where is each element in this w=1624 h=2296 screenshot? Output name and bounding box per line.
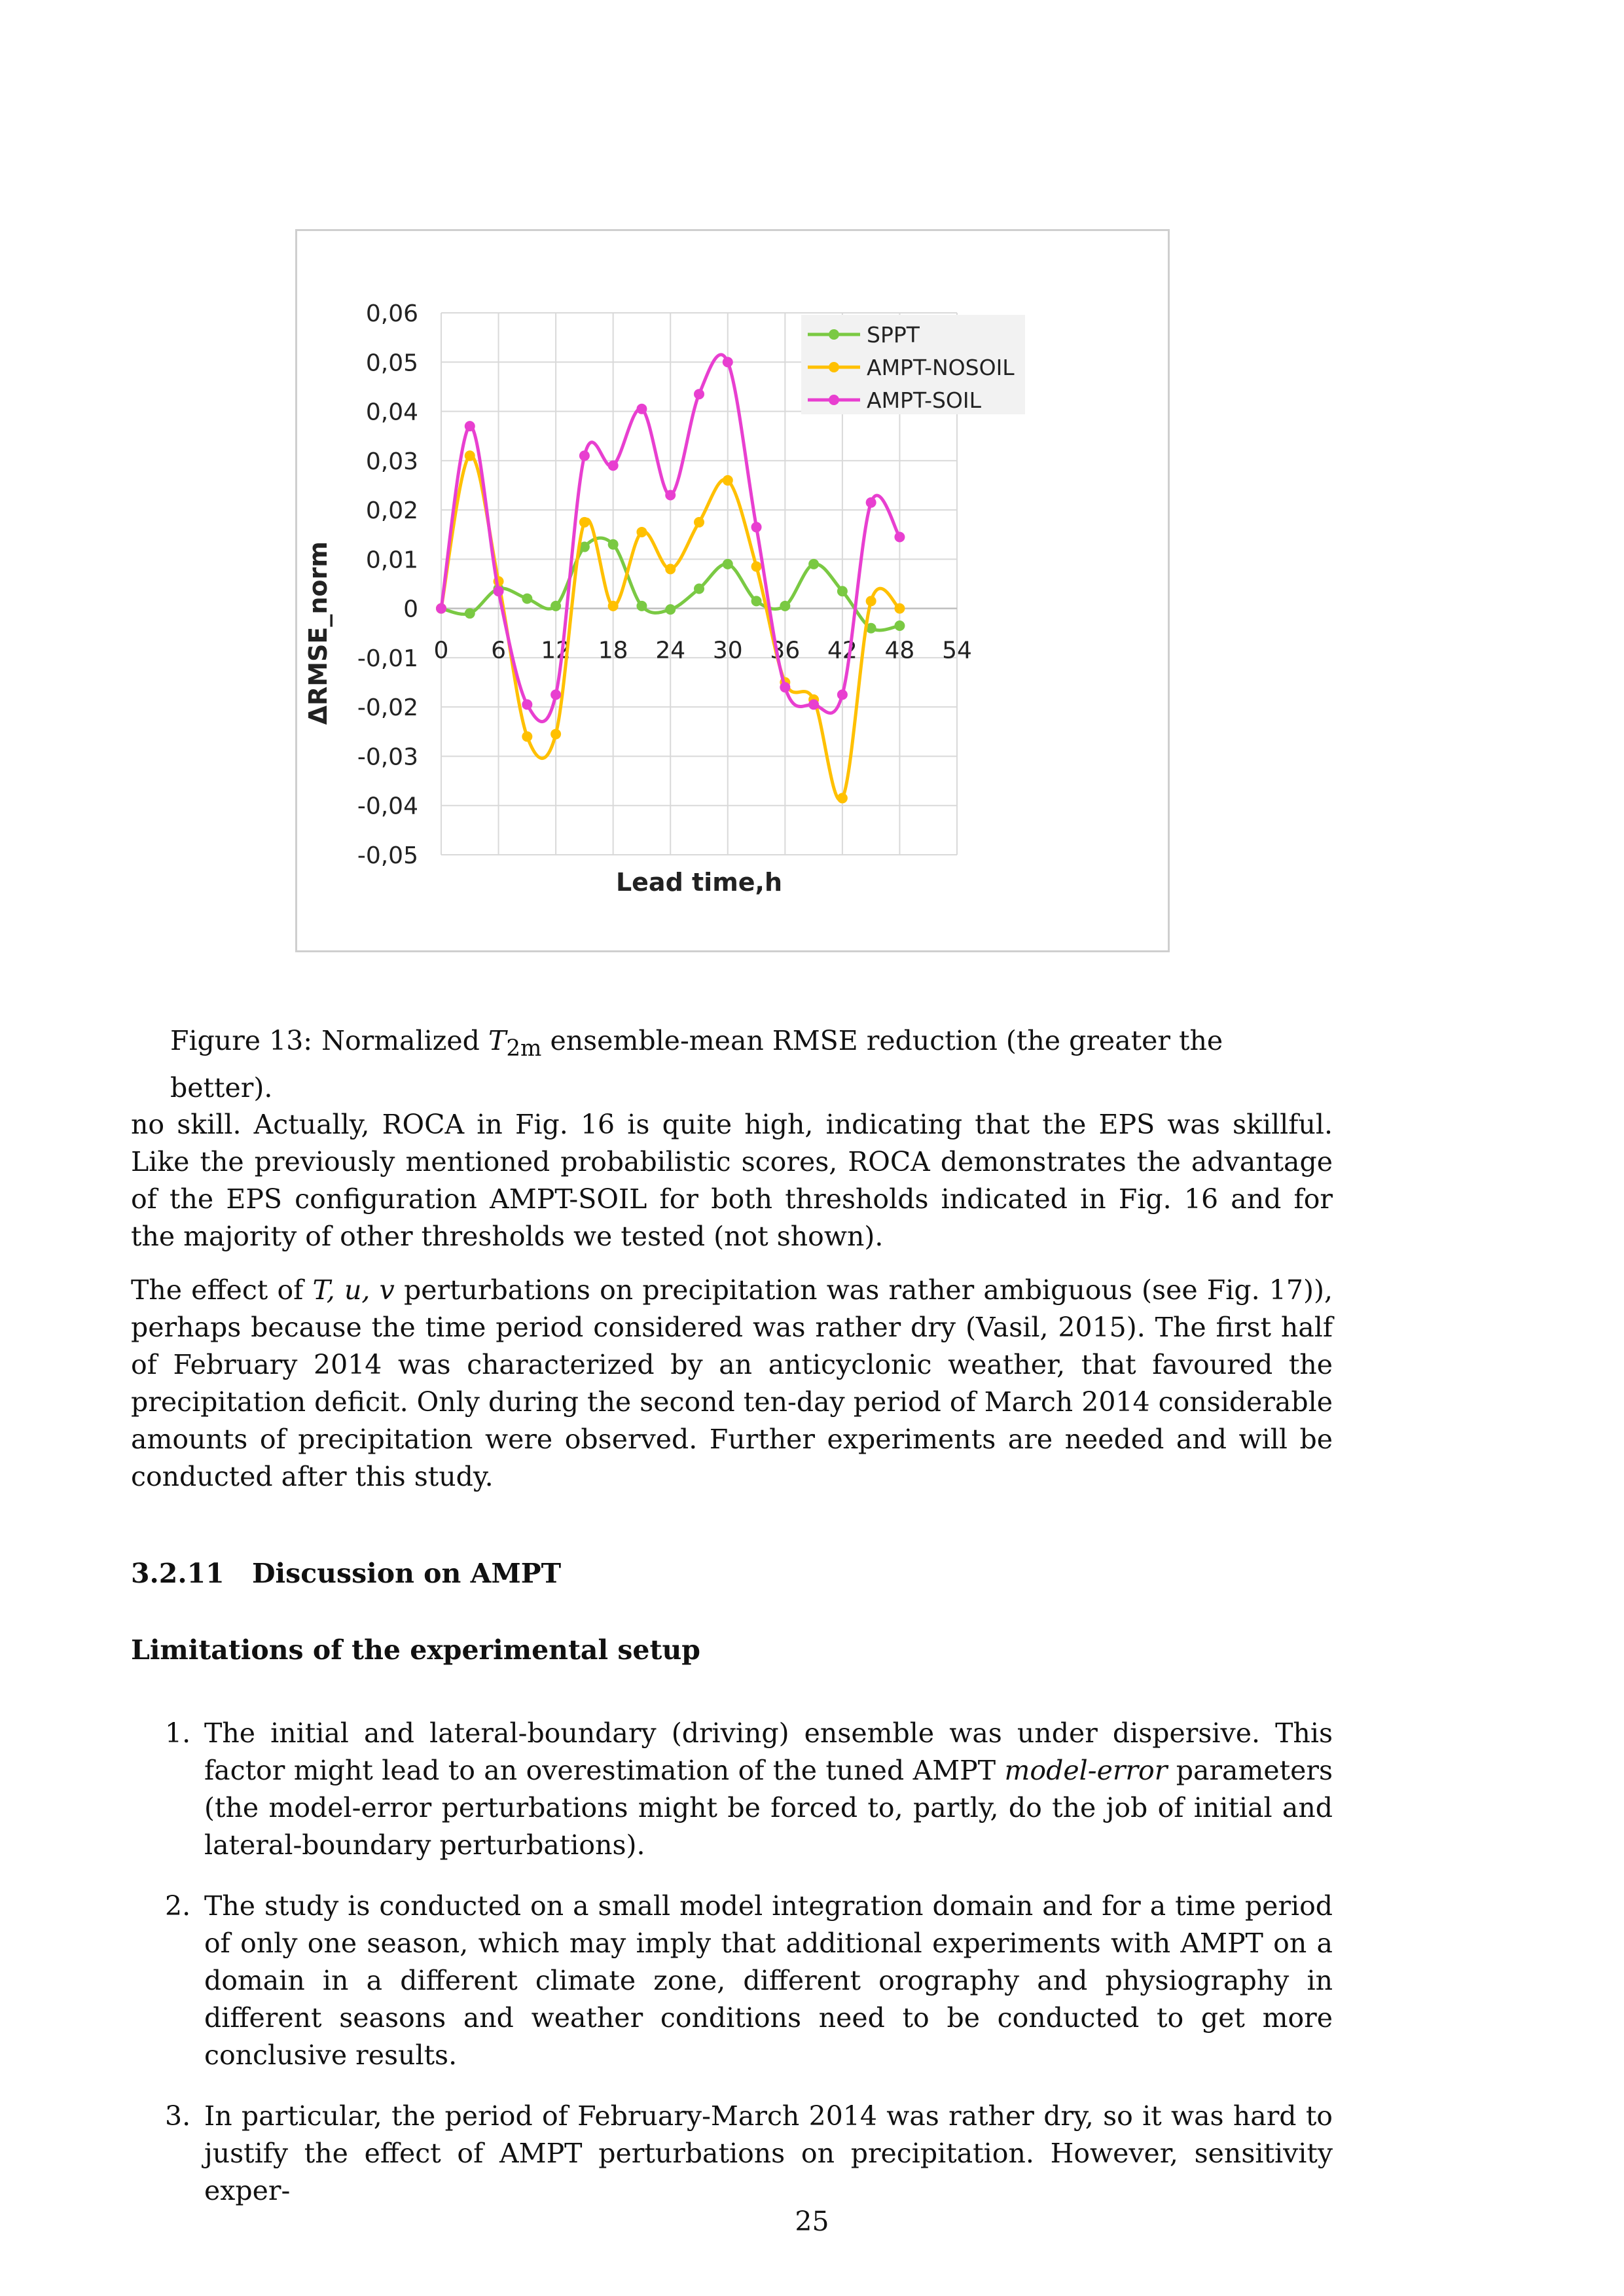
data-point bbox=[465, 421, 475, 431]
data-point bbox=[608, 539, 619, 550]
paragraph-roca: no skill. Actually, ROCA in Fig. 16 is quite high, indicating that the EPS was skillful. Like the previously mentioned probabilistic scores, ROCA demonstrates the advantage of the EPS configuration AMPT-SOIL for both thresholds indicated in Fig. 16 and for the majority of other thresholds we tested (not shown). bbox=[131, 1109, 1333, 1252]
y-tick-label: 0,02 bbox=[365, 497, 418, 525]
data-point bbox=[751, 596, 762, 606]
list-item-text-after: parameters (the model-error perturbations might be forced to, partly, do the job of initial and lateral-boundary perturbations). bbox=[204, 1755, 1333, 1861]
legend-swatch-marker bbox=[829, 395, 839, 405]
caption-text-after: ensemble-mean RMSE reduction (the greater the better). bbox=[170, 1025, 1223, 1104]
data-point bbox=[694, 584, 704, 594]
list-item-text: In particular, the period of February-March 2014 was rather dry, so it was hard to justify the effect of AMPT perturbations on precipitation. However, sensitivity exper- bbox=[204, 2100, 1333, 2206]
y-tick-label: 0,05 bbox=[365, 350, 418, 377]
data-point bbox=[694, 517, 704, 528]
data-point bbox=[636, 404, 647, 414]
data-point bbox=[436, 603, 446, 614]
section-heading bbox=[131, 1558, 561, 1589]
y-axis-label: ΔRMSE_norm bbox=[304, 541, 333, 725]
data-point bbox=[837, 793, 848, 803]
data-point bbox=[723, 475, 733, 486]
page-number: 25 bbox=[795, 2206, 829, 2237]
x-tick-label: 0 bbox=[433, 637, 449, 664]
data-point bbox=[494, 586, 504, 596]
list-item-text: The initial and lateral-boundary (driving) ensemble was under dispersive. This factor might lead to an overestimation of the tuned AMPT bbox=[204, 1717, 1333, 1786]
y-tick-label: 0,06 bbox=[365, 300, 418, 327]
y-tick-label: -0,04 bbox=[357, 793, 418, 820]
data-point bbox=[894, 531, 905, 542]
list-item-text: The study is conducted on a small model integration domain and for a time period of only one season, which may imply that additional experiments with AMPT on a domain in a different climate zone, different orography and physiography in different seasons and weather conditions need to be conducted to get more conclusive results. bbox=[204, 1890, 1333, 2071]
data-point bbox=[808, 699, 819, 709]
caption-label: Figure 13: bbox=[170, 1025, 313, 1056]
limitations-list bbox=[131, 1715, 1333, 2233]
data-point bbox=[608, 601, 619, 611]
para2-before: The effect of bbox=[131, 1274, 313, 1306]
x-tick-label: 30 bbox=[712, 637, 743, 664]
data-point bbox=[837, 586, 848, 596]
y-tick-label: 0,04 bbox=[365, 399, 418, 426]
data-point bbox=[522, 731, 532, 742]
list-marker: 3. bbox=[165, 2100, 191, 2132]
caption-variable: T bbox=[488, 1025, 507, 1056]
data-point bbox=[579, 517, 590, 528]
data-point bbox=[579, 450, 590, 461]
x-tick-label: 42 bbox=[827, 637, 857, 664]
y-tick-label: -0,03 bbox=[357, 744, 418, 771]
list-item bbox=[131, 1715, 1333, 1864]
legend-swatch-marker bbox=[829, 362, 839, 372]
list-marker: 1. bbox=[165, 1717, 191, 1749]
data-point bbox=[636, 527, 647, 537]
x-tick-label: 18 bbox=[598, 637, 628, 664]
x-tick-label: 48 bbox=[884, 637, 915, 664]
y-tick-label: -0,02 bbox=[357, 694, 418, 722]
data-point bbox=[636, 601, 647, 611]
data-point bbox=[522, 594, 532, 604]
data-point bbox=[866, 497, 876, 508]
list-marker: 2. bbox=[165, 1890, 191, 1922]
y-tick-label: 0 bbox=[403, 596, 418, 623]
list-item bbox=[131, 2098, 1333, 2210]
x-tick-label: 54 bbox=[942, 637, 972, 664]
subsection-heading: Limitations of the experimental setup bbox=[131, 1634, 700, 1666]
data-point bbox=[465, 608, 475, 619]
data-point bbox=[465, 450, 475, 461]
data-point bbox=[608, 460, 619, 471]
legend-swatch-marker bbox=[829, 329, 839, 340]
paragraph-precipitation bbox=[131, 1272, 1333, 1496]
data-point bbox=[751, 522, 762, 532]
x-tick-label: 6 bbox=[491, 637, 507, 664]
list-item bbox=[131, 1888, 1333, 2074]
data-point bbox=[751, 562, 762, 572]
data-point bbox=[866, 596, 876, 606]
caption-text-before: Normalized bbox=[321, 1025, 488, 1056]
y-tick-label: -0,05 bbox=[357, 842, 418, 869]
data-point bbox=[723, 357, 733, 367]
data-point bbox=[780, 682, 790, 692]
data-point bbox=[550, 729, 561, 740]
data-point bbox=[894, 603, 905, 614]
y-tick-label: 0,01 bbox=[365, 547, 418, 574]
x-tick-label: 36 bbox=[770, 637, 801, 664]
data-point bbox=[723, 559, 733, 569]
data-point bbox=[665, 490, 676, 501]
rmse-line-chart bbox=[297, 231, 1168, 950]
para2-math: T, u, v bbox=[312, 1274, 395, 1306]
data-point bbox=[808, 559, 819, 569]
data-point bbox=[694, 389, 704, 399]
y-tick-label: 0,03 bbox=[365, 448, 418, 475]
figure-caption bbox=[170, 1021, 1322, 1107]
list-item-emphasis: model-error bbox=[1004, 1755, 1168, 1786]
legend-label: AMPT-NOSOIL bbox=[867, 355, 1015, 380]
data-point bbox=[522, 699, 532, 709]
x-axis-label: Lead time,h bbox=[615, 868, 783, 897]
data-point bbox=[550, 689, 561, 700]
data-point bbox=[837, 689, 848, 700]
y-tick-label: -0,01 bbox=[357, 645, 418, 672]
figure-13-frame bbox=[295, 229, 1170, 952]
data-point bbox=[550, 601, 561, 611]
legend-label: AMPT-SOIL bbox=[867, 387, 982, 413]
x-tick-label: 24 bbox=[655, 637, 686, 664]
para2-after: perturbations on precipitation was rather ambiguous (see Fig. 17)), perhaps because the time period considered was rather dry (Vasil, 2015). The first half of February 2014 was characterized by an anticyclonic weather, that favoured the precipitation deficit. Only during the second ten-day period of March 2014 considerable amounts of precipitation were observed. Further experiments are needed and will be conducted after this study. bbox=[131, 1274, 1333, 1492]
data-point bbox=[665, 604, 676, 615]
caption-subscript: 2m bbox=[506, 1035, 542, 1062]
data-point bbox=[894, 620, 905, 631]
data-point bbox=[780, 601, 790, 611]
legend-label: SPPT bbox=[867, 322, 920, 348]
section-number: 3.2.11 bbox=[131, 1558, 225, 1589]
x-tick-label: 12 bbox=[541, 637, 571, 664]
data-point bbox=[665, 564, 676, 574]
section-title: Discussion on AMPT bbox=[252, 1558, 562, 1589]
